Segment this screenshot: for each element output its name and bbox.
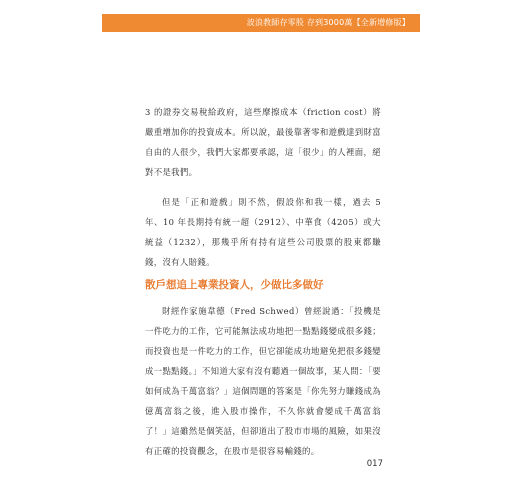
- page-number: 017: [366, 459, 383, 469]
- running-header-title: 波浪教師存零股 存到3000萬【全新增修版】: [246, 18, 410, 27]
- paragraph-fred-schwed-quote: 財經作家施韋德（Fred Schwed）曾經說過：「投機是一件吃力的工作，它可能無法成功地把一點點錢變成很多錢；而投資也是一件吃力的工作，但它卻能成功地避免把很多錢變成一點點錢。」不知道大家有沒有聽過一個故事，某人問：「要如何成為千萬富翁？」這個問題的答案是「你先努力賺錢成為億萬富翁之後，進入股市操作，不久你就會變成千萬富翁了！」這雖然是個笑話，但卻道出了股市市場的風險，如果沒有正確的投資觀念，在股市是很容易輸錢的。: [145, 306, 381, 456]
- book-page: [102, 14, 420, 500]
- header-bar: [102, 14, 420, 32]
- section-heading: 散戶想追上專業投資人，少做比多做好: [145, 279, 324, 291]
- paragraph-positive-sum-game: 但是「正和遊戲」則不然，假設你和我一樣，過去 5 年、10 年長期持有統一超（2912）、中華食（4205）或大統益（1232），那幾乎所有持有這些公司股票的股東都賺錢，沒有人賠錢。: [145, 197, 381, 267]
- paragraph-friction-cost: 3 的證券交易稅給政府，這些摩擦成本（friction cost）將嚴重增加你的投資成本。所以說，最後靠著零和遊戲達到財富自由的人很少，我們大家都要承認，這「很少」的人裡面，絕對不是我們。: [145, 107, 381, 177]
